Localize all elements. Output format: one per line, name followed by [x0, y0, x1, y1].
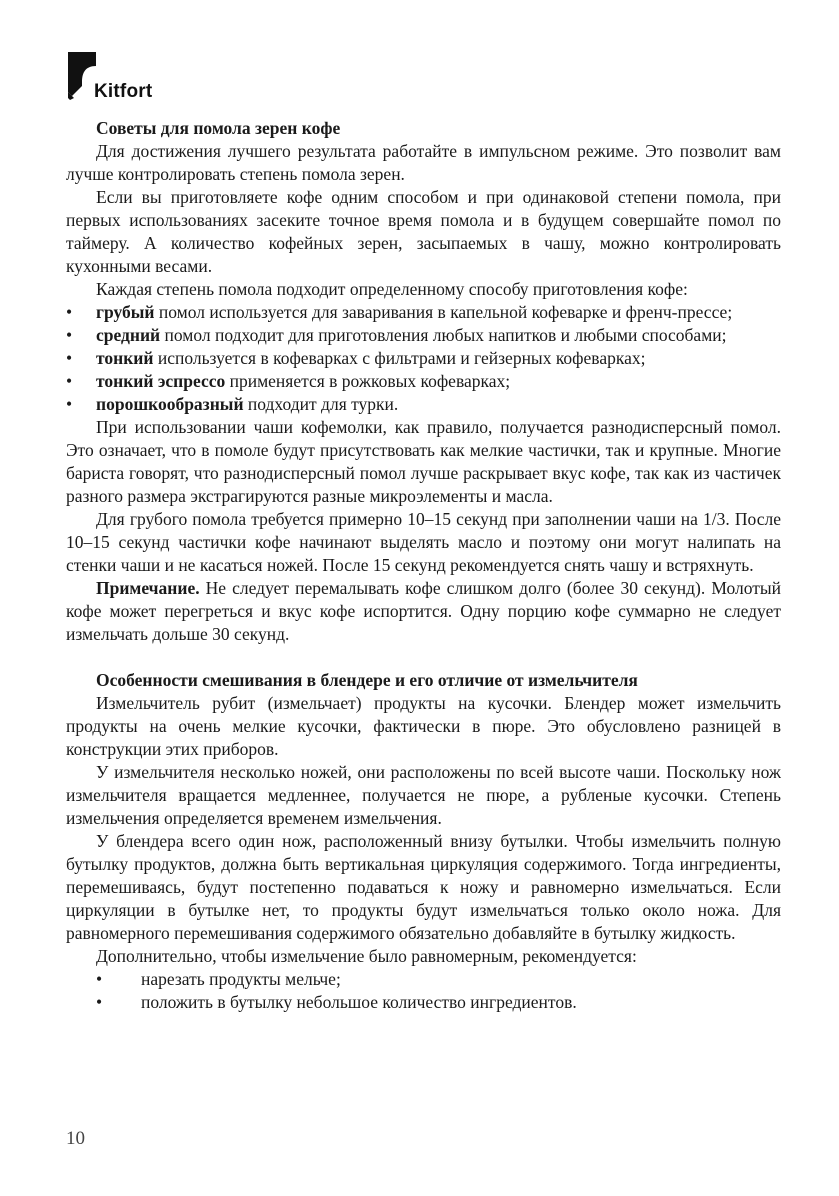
paragraph: Для грубого помола требуется примерно 10–15 секунд при заполнении чаши на 1/3. После 10–15 секунд частички кофе начинают выделять масло и поэтому они могут налипать на стенки чаши и не касаться ножей. После 15 секунд рекомендуется снять чашу и встряхнуть.	[66, 509, 781, 575]
page-number: 10	[66, 1128, 85, 1149]
grind-term: тонкий	[96, 348, 154, 368]
grind-term: средний	[96, 325, 161, 345]
list-item	[66, 324, 781, 347]
paragraph: У блендера всего один нож, расположенный внизу бутылки. Чтобы измельчить полную бутылку продуктов, должна быть вертикальная циркуляция содержимого. Тогда ингредиенты, перемешиваясь, будут постепенно подаваться к ножу и равномерно измельчаться. Если циркуляции в бутылке нет, то продукты будут измельчаться только около ножа. Для равномерного перемешивания содержимого обязательно добавляйте в бутылку жидкость.	[66, 831, 781, 943]
list-item	[66, 347, 781, 370]
paragraph: Измельчитель рубит (измельчает) продукты на кусочки. Блендер может измельчить продукты на очень мелкие кусочки, фактически в пюре. Это обусловлено разницей в конструкции этих приборов.	[66, 693, 781, 759]
list-item	[66, 301, 781, 324]
note-text: Не следует перемалывать кофе слишком долго (более 30 секунд). Молотый кофе может перегреться и вкус кофе испортится. Одну порцию кофе суммарно не следует измельчать дольше 30 секунд.	[66, 578, 781, 644]
list-item	[66, 370, 781, 393]
note-label: Примечание.	[96, 578, 200, 598]
paragraph: У измельчителя несколько ножей, они расположены по всей высоте чаши. Поскольку нож измельчителя вращается медленнее, получается не пюре, а рубленые кусочки. Степень измельчения определяется временем измельчения.	[66, 762, 781, 828]
paragraph: Для достижения лучшего результата работайте в импульсном режиме. Это позволит вам лучше контролировать степень помола зерен.	[66, 141, 781, 184]
paragraph: При использовании чаши кофемолки, как правило, получается разнодисперсный помол. Это означает, что в помоле будут присутствовать как мелкие частички, так и крупные. Многие бариста говорят, что разнодисперсный помол лучше раскрывает вкус кофе, так как из частичек разного размера экстрагируются разные микроэлементы и масла.	[66, 417, 781, 506]
grind-description: помол используется для заваривания в капельной кофеварке и френч-прессе;	[154, 302, 733, 322]
list-item	[66, 393, 781, 416]
paragraph: Дополнительно, чтобы измельчение было равномерным, рекомендуется:	[96, 946, 637, 966]
grind-description: подходит для турки.	[243, 394, 399, 414]
note-paragraph	[66, 577, 781, 646]
paragraph: Каждая степень помола подходит определенному способу приготовления кофе:	[96, 279, 688, 299]
section-title-blender: Особенности смешивания в блендере и его отличие от измельчителя	[96, 670, 638, 690]
recommendations-list	[66, 968, 781, 1014]
grind-description: помол подходит для приготовления любых напитков и любыми способами;	[160, 325, 727, 345]
paragraph: Если вы приготовляете кофе одним способом и при одинаковой степени помола, при первых использованиях засеките точное время помола и в будущем совершайте помол по таймеру. А количество кофейных зерен, засыпаемых в чашу, можно контролировать кухонными весами.	[66, 187, 781, 276]
grind-description: применяется в рожковых кофеварках;	[225, 371, 511, 391]
page-content	[66, 117, 781, 1014]
grind-term: грубый	[96, 302, 155, 322]
grind-term: порошкообразный	[96, 394, 244, 414]
list-item: • нарезать продукты мельче;	[66, 968, 781, 991]
section-title-coffee-grinding: Советы для помола зерен кофе	[96, 118, 341, 138]
section-spacer	[66, 646, 781, 669]
brand-name: Kitfort	[94, 81, 153, 102]
grind-term: тонкий эспрессо	[96, 371, 226, 391]
list-item: • положить в бутылку небольшое количество ингредиентов.	[66, 991, 781, 1014]
grind-description: используется в кофеварках с фильтрами и гейзерных кофеварках;	[153, 348, 646, 368]
grind-types-list	[66, 301, 781, 416]
